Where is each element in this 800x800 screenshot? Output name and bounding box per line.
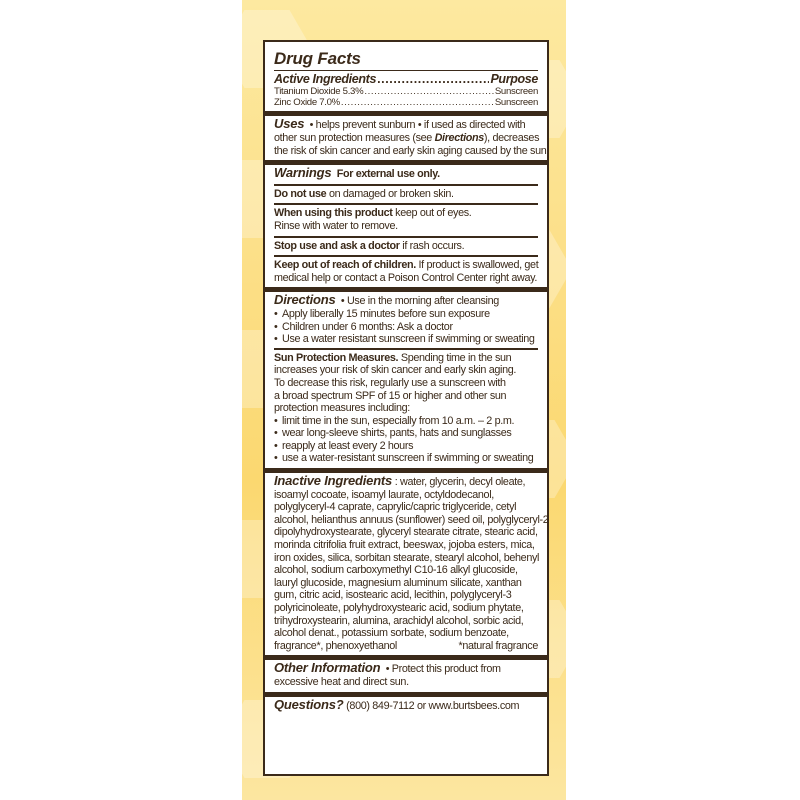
drug-facts-panel <box>263 40 549 776</box>
other-information-section: Other Information • Protect this product from excessive heat and direct sun. <box>274 660 501 688</box>
uses-heading: Uses <box>274 116 305 132</box>
fragrance-footnote: *natural fragrance <box>458 639 538 652</box>
list-item: • Apply liberally 15 minutes before sun exposure <box>274 308 538 321</box>
list-item: • limit time in the sun, especially from 10 a.m. – 2 p.m. <box>274 415 538 428</box>
list-item: • reapply at least every 2 hours <box>274 440 538 453</box>
inactive-ingredients-heading: Inactive Ingredients <box>274 473 393 489</box>
directions-section: Directions • Use in the morning after cleansing • Apply liberally 15 minutes before sun exposure • Children under 6 months: Ask a doctor • Use a water resistant sunscreen if swimming or sweating Sun Protection Measures. Spending time in the sun increases your risk of skin cancer and early skin aging. To decrease this risk, regularly use a sunscreen with a broad spectrum SPF of 15 or higher and other sun protection measures including: • limit time in the sun, especially from 10 a.m. – 2 p.m. • wear long-sleeve shirts, pants, hats and sunglasses • reapply at least every 2 hours • use a water-resistant sunscreen if swimming or sweating <box>274 292 538 468</box>
list-item: • Children under 6 months: Ask a doctor <box>274 321 538 334</box>
questions-section: Questions? (800) 849-7112 or www.burtsbees.com <box>274 696 520 712</box>
questions-heading: Questions? <box>274 696 344 712</box>
inactive-ingredients-section: Inactive Ingredients : water, glycerin, decyl oleate, isoamyl cocoate, isoamyl laurate, octyldodecanol, polyglyceryl-4 caprate, caprylic/capric triglyceride, cetyl alcohol, helianthus annuus (sunflower) seed oil, polyglyceryl-2 dipolyhydroxystearate, glyceryl stearate citrate, stearic acid, morinda citrifolia fruit extract, beeswax, jojoba esters, mica, iron oxides, silica, sorbitan stearate, stearyl alcohol, behenyl alcohol, sodium carboxymethyl C10-16 alkyl glucoside, lauryl glucoside, magnesium aluminum silicate, xanthan gum, citric acid, isostearic acid, lecithin, polyglyceryl-3 polyricinoleate, polyhydroxystearic acid, sodium phytate, trihydroxystearin, alumina, arachidyl alcohol, sorbic acid, alcohol denat., potassium sorbate, sodium benzoate, fragrance*, phenoxyethanol *natural fragrance <box>274 473 549 652</box>
list-item: • Use a water resistant sunscreen if swimming or sweating <box>274 333 538 346</box>
list-item: • use a water-resistant sunscreen if swimming or sweating <box>274 452 538 465</box>
warnings-section: Warnings For external use only. Do not use on damaged or broken skin. When using this product keep out of eyes. Rinse with water to remove. Stop use and ask a doctor if rash occurs. Keep out of reach of children. If product is swallowed, get medical help or contact a Poison Control Center right away. <box>274 165 539 284</box>
active-ingredients-heading: Active Ingredients <box>274 72 377 86</box>
purpose-heading: Purpose <box>490 72 538 86</box>
warnings-heading: Warnings <box>274 165 332 181</box>
active-ingredient-row: Zinc Oxide 7.0% ..... Sunscreen <box>274 97 538 108</box>
active-ingredient-row: Titanium Dioxide 5.3% ..... Sunscreen <box>274 86 538 97</box>
uses-section: Uses • helps prevent sunburn • if used as directed with other sun protection measures (see Directions), decreases the risk of skin cancer and early skin aging caused by the sun <box>274 116 547 157</box>
drug-facts-title: Drug Facts <box>274 49 361 68</box>
sun-protection-heading: Sun Protection Measures. <box>274 351 399 364</box>
list-item: • wear long-sleeve shirts, pants, hats and sunglasses <box>274 427 538 440</box>
directions-heading: Directions <box>274 292 336 308</box>
other-information-heading: Other Information <box>274 660 381 676</box>
active-ingredients-section <box>274 71 538 111</box>
